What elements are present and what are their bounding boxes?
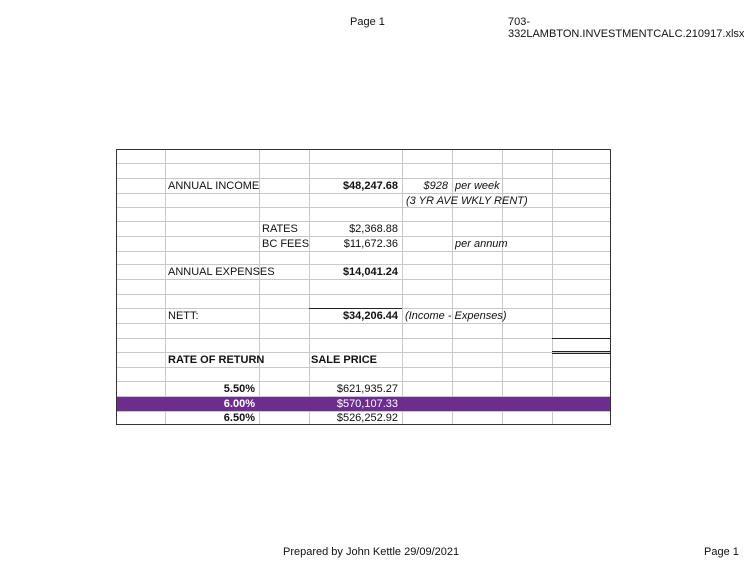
file-name-header: 703-332LAMBTON.INVESTMENTCALC.210917.xlsx <box>508 16 745 40</box>
nett-label: NETT: <box>168 310 199 322</box>
grid-row-line <box>117 163 610 164</box>
rate-of-return-header: RATE OF RETURN <box>168 354 265 366</box>
grid-row-line <box>117 323 610 324</box>
bc-fees-label: BC FEES <box>262 238 310 250</box>
grid-column-line <box>502 150 503 424</box>
rate-cell: 5.50% <box>223 383 255 395</box>
annual-expenses-label: ANNUAL EXPENSES <box>168 266 275 278</box>
annual-expenses-value: $14,041.24 <box>342 266 398 278</box>
grid-row-line <box>117 367 610 368</box>
grid-column-line <box>452 150 453 424</box>
grid-row-line <box>117 193 610 194</box>
nett-note: (Income - Expenses) <box>405 310 507 322</box>
rent-average-note: (3 YR AVE WKLY RENT) <box>406 195 528 207</box>
rate-cell: 6.50% <box>223 412 255 424</box>
sale-price-header: SALE PRICE <box>311 354 378 366</box>
annual-income-value: $48,247.68 <box>342 180 398 192</box>
right-double-rule <box>552 338 611 339</box>
page-number-footer: Page 1 <box>704 546 739 558</box>
grid-row-line <box>117 279 610 280</box>
rates-label: RATES <box>262 223 298 235</box>
rates-value: $2,368.88 <box>349 223 398 235</box>
rate-cell: 6.00% <box>223 398 255 410</box>
price-cell: $526,252.92 <box>336 412 398 424</box>
bc-fees-value: $11,672.36 <box>343 238 398 250</box>
grid-row-line <box>117 294 610 295</box>
prepared-by-footer: Prepared by John Kettle 29/09/2021 <box>283 546 460 558</box>
weekly-rent-value: $928 <box>423 180 448 192</box>
grid-row-line <box>117 251 610 252</box>
grid-row-line <box>117 207 610 208</box>
nett-value: $34,206.44 <box>342 310 398 322</box>
annual-income-label: ANNUAL INCOME <box>168 180 260 192</box>
page-number-header: Page 1 <box>350 16 385 28</box>
weekly-rent-unit: per week <box>455 180 500 192</box>
bc-fees-note: per annum <box>455 238 508 250</box>
price-cell: $621,935.27 <box>336 383 398 395</box>
right-double-rule <box>552 351 611 352</box>
grid-row-line <box>117 338 610 339</box>
grid-column-line <box>552 150 553 424</box>
spreadsheet-print-area <box>116 149 611 425</box>
price-cell: $570,107.33 <box>336 398 398 410</box>
right-double-rule <box>552 353 611 354</box>
